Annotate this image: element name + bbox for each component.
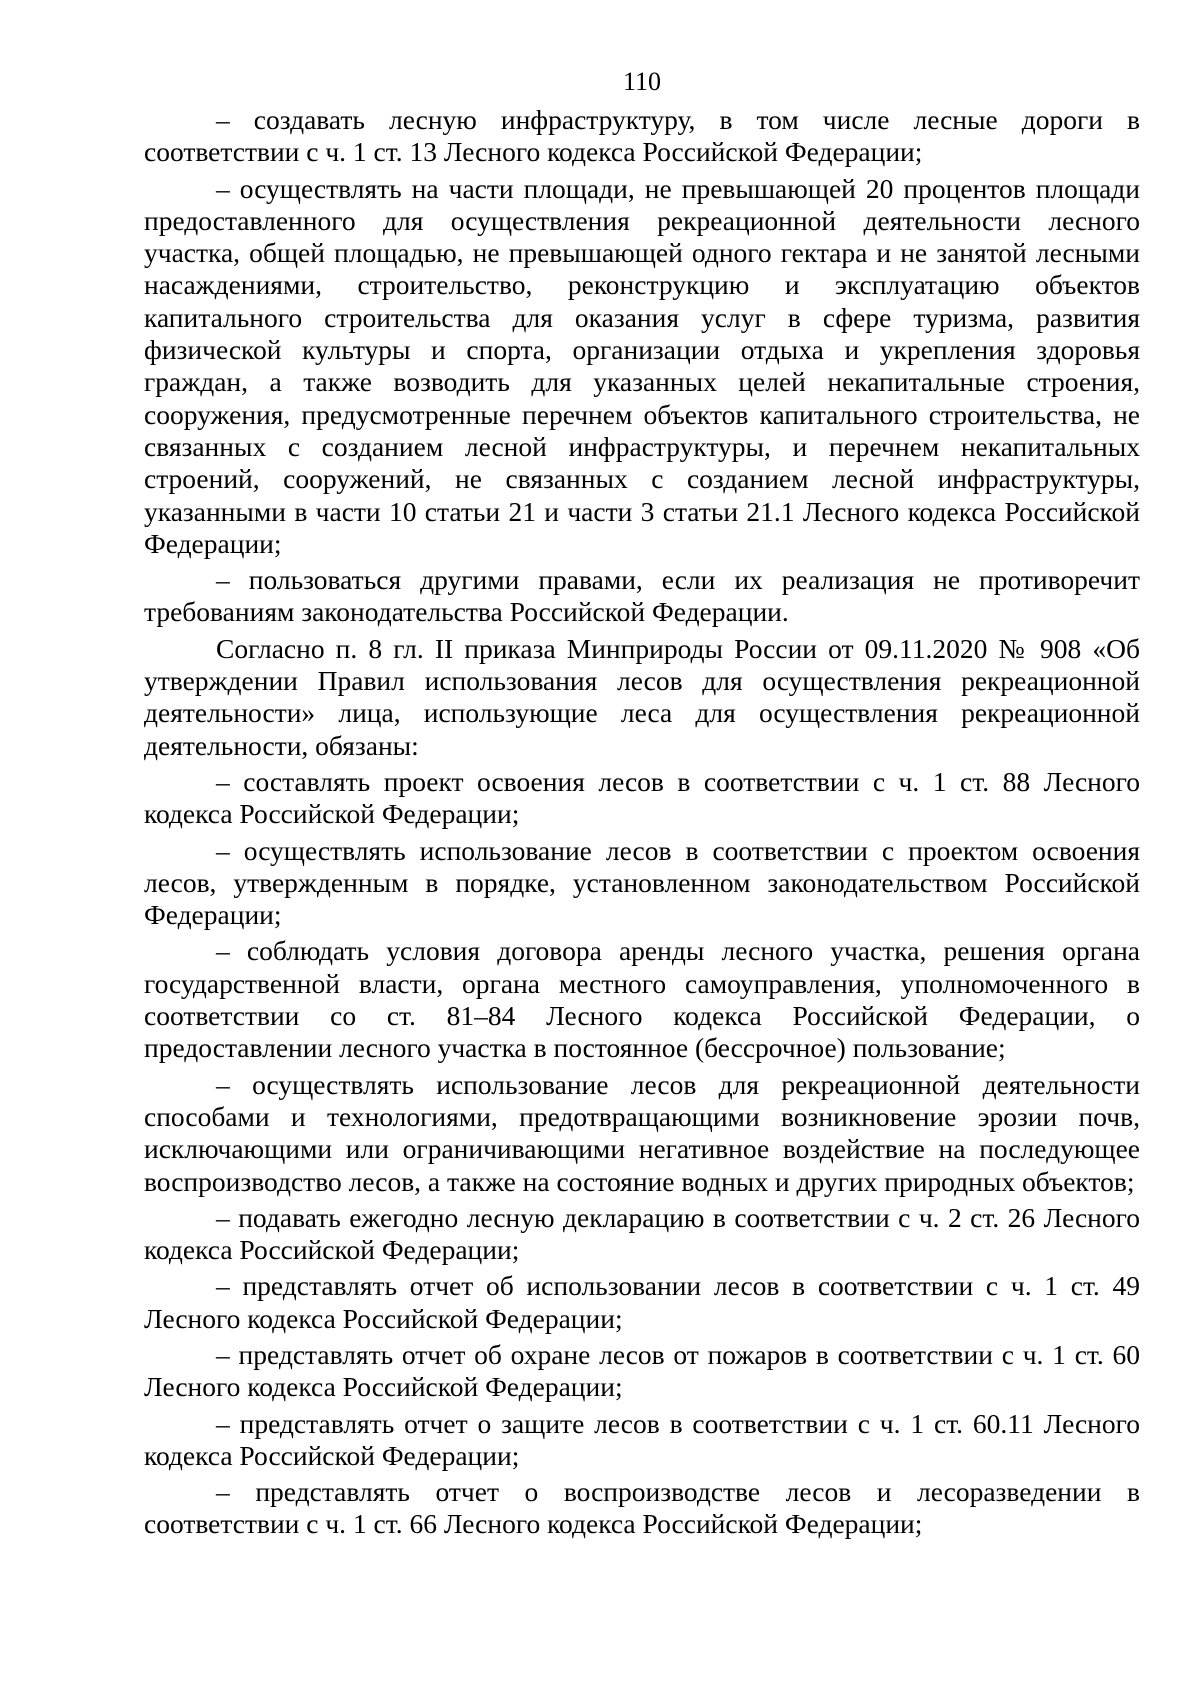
document-page — [144, 66, 1140, 1541]
paragraph-6: – осуществлять использование лесов в соответствии с проектом освоения лесов, утвержденным в порядке, установленном законодательством Российской Федерации; — [144, 834, 1140, 931]
paragraph-8: – осуществлять использование лесов для рекреационной деятельности способами и технологиями, предотвращающими возникновение эрозии почв, исключающими или ограничивающими негативное воздействие на последующее воспроизводство лесов, а также на состояние водных и других природных объектов; — [144, 1068, 1140, 1197]
paragraph-9: – подавать ежегодно лесную декларацию в соответствии с ч. 2 ст. 26 Лесного кодекса Российской Федерации; — [144, 1201, 1140, 1266]
paragraph-2: – осуществлять на части площади, не превышающей 20 процентов площади предоставленного для осуществления рекреационной деятельности лесного участка, общей площадью, не превышающей одного гектара и не занятой лесными насаждениями, строительство, реконструкцию и эксплуатацию объектов капитального строительства для оказания услуг в сфере туризма, развития физической культуры и спорта, организации отдыха и укрепления здоровья граждан, а также возводить для указанных целей некапитальные строения, сооружения, предусмотренные перечнем объектов капитального строительства, не связанных с созданием лесной инфраструктуры, и перечнем некапитальных строений, сооружений, не связанных с созданием лесной инфраструктуры, указанными в части 10 статьи 21 и части 3 статьи 21.1 Лесного кодекса Российской Федерации; — [144, 172, 1140, 559]
paragraph-1: – создавать лесную инфраструктуру, в том числе лесные дороги в соответствии с ч. 1 ст. 13 Лесного кодекса Российской Федерации; — [144, 104, 1140, 168]
paragraph-3: – пользоваться другими правами, если их реализация не противоречит требованиям законодательства Российской Федерации. — [144, 564, 1140, 628]
paragraph-13: – представлять отчет о воспроизводстве лесов и лесоразведении в соответствии с ч. 1 ст. 66 Лесного кодекса Российской Федерации; — [144, 1476, 1140, 1540]
paragraph-5: – составлять проект освоения лесов в соответствии с ч. 1 ст. 88 Лесного кодекса Российской Федерации; — [144, 765, 1140, 830]
paragraph-4: Согласно п. 8 гл. II приказа Минприроды России от 09.11.2020 № 908 «Об утверждении Правил использования лесов для осуществления рекреационной деятельности» лица, использующие леса для осуществления рекреационной деятельности, обязаны: — [144, 632, 1140, 761]
page-number: 110 — [622, 67, 662, 96]
paragraph-7: – соблюдать условия договора аренды лесного участка, решения органа государственной власти, органа местного самоуправления, уполномоченного в соответствии со ст. 81–84 Лесного кодекса Российской Федерации, о предоставлении лесного участка в постоянное (бессрочное) пользование; — [144, 935, 1140, 1064]
paragraph-11: – представлять отчет об охране лесов от пожаров в соответствии с ч. 1 ст. 60 Лесного кодекса Российской Федерации; — [144, 1338, 1140, 1403]
paragraph-12: – представлять отчет о защите лесов в соответствии с ч. 1 ст. 60.11 Лесного кодекса Российской Федерации; — [144, 1407, 1140, 1471]
paragraph-10: – представлять отчет об использовании лесов в соответствии с ч. 1 ст. 49 Лесного кодекса Российской Федерации; — [144, 1270, 1140, 1334]
